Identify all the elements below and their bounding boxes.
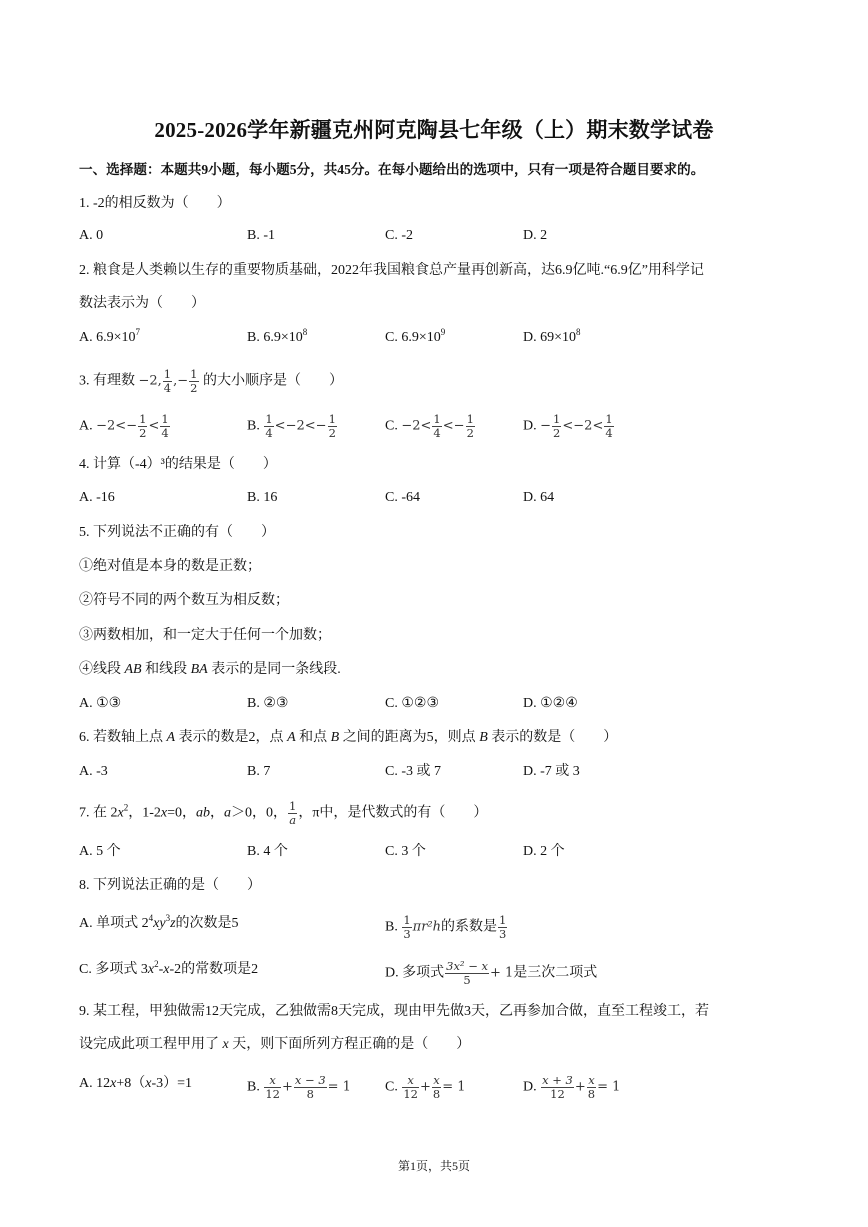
- q8-option-c: C. 多项式 $3x^2-x-2$的常数项是2: [79, 959, 259, 977]
- q5-statement-1: ①绝对值是本身的数是正数；: [79, 559, 261, 574]
- q4-option-c: C. -64: [385, 490, 420, 505]
- q5-statement-4: ④线段 AB 和线段 BA 表示的是同一条线段.: [79, 662, 341, 677]
- question-6: 6. 若数轴上点 A 表示的数是2，点 A 和点 B 之间的距离为5，则点 B 表示的数是（ ）: [79, 730, 618, 745]
- q2-option-d: D. $69\times 10^8$: [523, 327, 581, 345]
- q9-option-b: B. $\frac{x}{12}$ + $\frac{x - 3}{8}$ = 1: [247, 1073, 351, 1101]
- q7-option-c: C. 3 个: [385, 844, 426, 859]
- q4-option-b: B. 16: [247, 490, 278, 505]
- q7-option-d: D. 2 个: [523, 844, 565, 859]
- page-footer: 第1页，共5页: [397, 1159, 470, 1173]
- question-3: 3. 有理数 −2, $\frac{1}{4}$ ,− $\frac{1}{2}$ 的大小顺序是（ ）: [79, 367, 343, 395]
- q2-option-c: C. $6.9\times 10^9$: [385, 327, 446, 345]
- q5-option-b: B. ②③: [247, 696, 289, 711]
- question-2-line-2: 数法表示为（ ）: [79, 296, 205, 311]
- question-9-line-1: 9. 某工程，甲独做需12天完成，乙独做需8天完成，现由甲先做3天，乙再参加合做，直至工程竣工，若: [79, 1004, 709, 1019]
- question-7: 7. 在 $2x^2$，1-2x=0，ab，a＞0，0， $\frac{1}{a}$ ，π中，是代数式的有（ ）: [79, 799, 488, 827]
- q5-option-a: A. ①③: [79, 696, 122, 711]
- q7-option-a: A. 5 个: [79, 844, 121, 859]
- q3-option-b: B. $\frac{1}{4}$ <−2<− $\frac{1}{2}$: [247, 412, 336, 440]
- q8-option-b: B. $\frac{1}{3}$ πr²h的系数是 $\frac{1}{3}$: [385, 913, 507, 941]
- q8-option-d: D. 多项式 $\frac{\text{3x² − x}}{5}$ + 1是三次二项式: [385, 959, 598, 987]
- q2-option-b: B. $6.9\times 10^8$: [247, 327, 308, 345]
- q6-option-d: D. -7 或 3: [523, 764, 580, 779]
- question-1: 1. -2的相反数为（ ）: [79, 196, 231, 211]
- q4-option-d: D. 64: [523, 490, 555, 505]
- q8-option-a: A. 单项式 $2^4xy^3z$的次数是5: [79, 913, 239, 931]
- q3-option-c: C. −2< $\frac{1}{4}$ <− $\frac{1}{2}$: [385, 412, 474, 440]
- page-title: 2025-2026学年新疆克州阿克陶县七年级（上）期末数学试卷: [154, 118, 714, 142]
- q9-option-c: C. $\frac{x}{12}$ + $\frac{x}{8}$ = 1: [385, 1073, 466, 1101]
- q3-option-a: A. −2<− $\frac{1}{2}$ < $\frac{1}{4}$: [79, 412, 169, 440]
- q5-statement-3: ③两数相加，和一定大于任何一个加数；: [79, 628, 331, 643]
- q6-option-c: C. -3 或 7: [385, 764, 441, 779]
- q6-option-a: A. -3: [79, 764, 108, 779]
- question-9-line-2: 设完成此项工程甲用了 x 天，则下面所列方程正确的是（ ）: [79, 1037, 471, 1052]
- question-2-line-1: 2. 粮食是人类赖以生存的重要物质基础，2022年我国粮食总产量再创新高，达6.9亿吨.“6.9亿”用科学记: [79, 263, 704, 278]
- q5-option-c: C. ①②③: [385, 696, 439, 711]
- q9-option-d: D. $\frac{x + 3}{12}$ + $\frac{x}{8}$ = 1: [523, 1073, 621, 1101]
- question-4: 4. 计算（-4）³的结果是（ ）: [79, 457, 277, 472]
- q6-option-b: B. 7: [247, 764, 271, 779]
- question-5: 5. 下列说法不正确的有（ ）: [79, 525, 275, 540]
- q1-option-c: C. -2: [385, 228, 413, 243]
- q7-option-b: B. 4 个: [247, 844, 288, 859]
- q9-option-a: A. 12x+8（x-3）=1: [79, 1076, 193, 1091]
- q1-option-a: A. 0: [79, 228, 104, 243]
- q5-statement-2: ②符号不同的两个数互为相反数；: [79, 593, 289, 608]
- q2-option-a: A. $6.9\times 10^7$: [79, 327, 141, 345]
- q1-option-d: D. 2: [523, 228, 548, 243]
- section-heading: 一、选择题：本题共9小题，每小题5分，共45分。在每小题给出的选项中，只有一项是符合题目要求的。: [79, 162, 705, 177]
- q4-option-a: A. -16: [79, 490, 115, 505]
- q3-option-d: D. − $\frac{1}{2}$ <−2< $\frac{1}{4}$: [523, 412, 613, 440]
- q5-option-d: D. ①②④: [523, 696, 578, 711]
- question-8: 8. 下列说法正确的是（ ）: [79, 878, 261, 893]
- q1-option-b: B. -1: [247, 228, 275, 243]
